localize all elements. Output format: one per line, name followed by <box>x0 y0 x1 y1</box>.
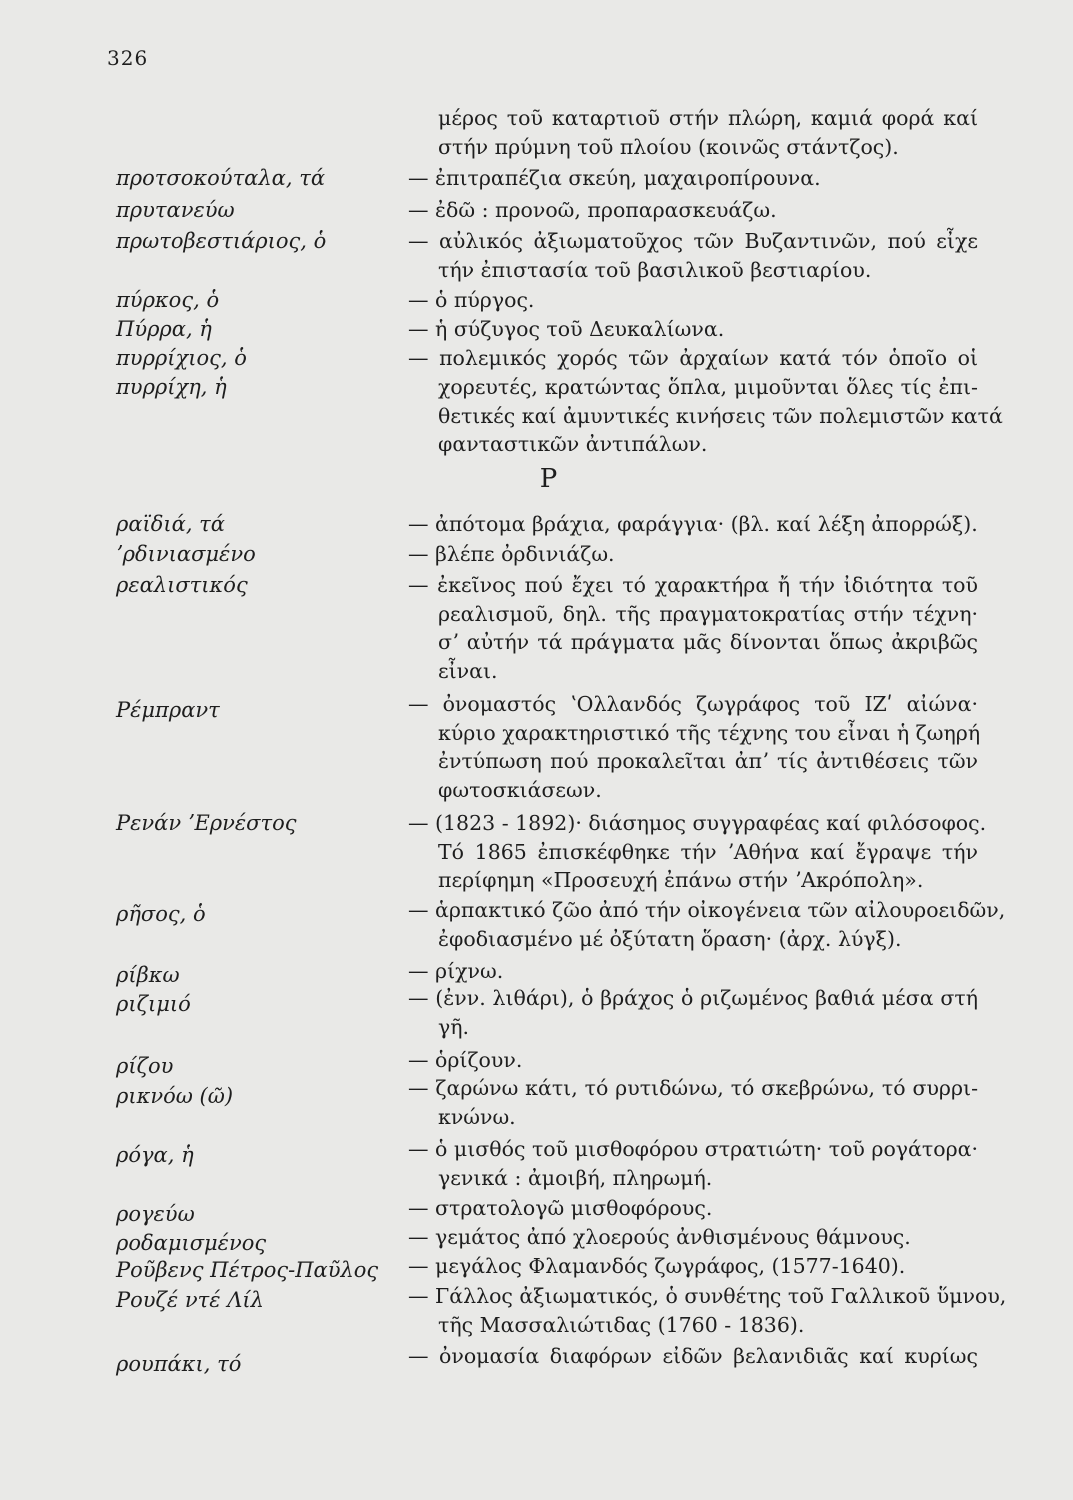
entry-definition <box>408 1046 978 1075</box>
entry-term: πυρρίχη, ἡ <box>116 375 227 399</box>
definition-line: Τό 1865 ἐπισκέφθηκε τήν ʼΑθήνα καί ἔγραψε τήν <box>438 839 978 864</box>
definition-line: — ὀνομαστός ʽΟλλανδός ζωγράφος τοῦ ΙΖʹ αἰώνα· <box>408 692 978 716</box>
definition-line: θετικές καί ἀμυντικές κινήσεις τῶν πολεμιστῶν κατά <box>438 403 1003 428</box>
entry-term: πρωτοβεστιάριος, ὁ <box>116 229 327 253</box>
definition-line: — ζαρώνω κάτι, τό ρυτιδώνω, τό σκεβρώνω, τό συρρι- <box>408 1076 978 1100</box>
entry-definition <box>408 1252 978 1281</box>
definition-line: — ἐκεῖνος πού ἔχει τό χαρακτήρα ἤ τήν ἰδιότητα τοῦ <box>408 573 978 597</box>
entry-definition <box>408 809 987 895</box>
definition-line: — ρίχνω. <box>408 959 504 983</box>
entry-definition <box>408 315 978 344</box>
entry-definition <box>408 164 978 193</box>
entry-term: Πύρρα, ἡ <box>116 317 212 341</box>
entry-term: Ρουζέ ντέ Λίλ <box>116 1288 264 1312</box>
definition-line: — γεμάτος ἀπό χλοερούς ἀνθισμένους θάμνους. <box>408 1225 911 1249</box>
definition-line: — βλέπε ὀρδινιάζω. <box>408 542 615 566</box>
definition-line: — ἐδῶ : προνοῶ, προπαρασκευάζω. <box>408 198 777 222</box>
entry-definition <box>408 1074 978 1131</box>
entry-term: πυρρίχιος, ὁ <box>116 346 247 370</box>
entry-term: ρίβκω <box>116 963 180 987</box>
entry-definition <box>408 286 978 315</box>
entry-definition <box>408 1342 978 1371</box>
entry-term: ρογεύω <box>116 1202 195 1226</box>
entry-term: προτσοκούταλα, τά <box>116 166 326 190</box>
definition-line: — ὁ μισθός τοῦ μισθοφόρου στρατιώτη· τοῦ ρογάτορα· <box>408 1137 978 1161</box>
definition-line: εἶναι. <box>438 658 498 683</box>
entry-term: ραϊδιά, τά <box>116 512 225 536</box>
definition-line: — ὀνομασία διαφόρων εἰδῶν βελανιδιᾶς καί κυρίως <box>408 1344 978 1368</box>
entry-definition <box>408 896 1006 953</box>
definition-line: στήν πρύμνη τοῦ πλοίου (κοινῶς στάντζος). <box>438 134 899 159</box>
entry-term: ρουπάκι, τό <box>116 1352 242 1376</box>
entry-definition <box>408 984 978 1041</box>
section-letter-heading <box>0 464 1073 494</box>
definition-line: χορευτές, κρατώντας ὅπλα, μιμοῦνται ὅλες τίς ἐπι- <box>438 375 978 399</box>
definition-line: — στρατολογῶ μισθοφόρους. <box>408 1196 713 1220</box>
entry-definition <box>408 510 978 539</box>
definition-line: κνώνω. <box>438 1104 516 1129</box>
entry-definition <box>408 540 978 569</box>
entry-term: πρυτανεύω <box>116 198 235 222</box>
definition-line: τῆς Μασσαλιώτιδας (1760 - 1836). <box>438 1312 805 1337</box>
definition-line: ἐντύπωση πού προκαλεῖται ἀπʼ τίς ἀντιθέσεις τῶν <box>438 749 978 774</box>
definition-line: — ἡ σύζυγος τοῦ Δευκαλίωνα. <box>408 317 725 341</box>
entry-definition <box>408 227 978 284</box>
entry-definition <box>408 690 981 804</box>
entry-term: ρικνόω (ῶ) <box>116 1084 234 1108</box>
definition-line: — (1823 - 1892)· διάσημος συγγραφέας καί φιλόσοφος. <box>408 811 987 835</box>
entry-term: πύρκος, ὁ <box>116 288 220 312</box>
definition-line: περίφημη «Προσευχή ἐπάνω στήν ʼΑκρόπολη». <box>438 868 924 893</box>
definition-line: — μεγάλος Φλαμανδός ζωγράφος, (1577-1640). <box>408 1254 906 1278</box>
entry-term: Ροῦβενς Πέτρος-Παῦλος <box>116 1258 379 1282</box>
entry-term: ρόγα, ἡ <box>116 1143 194 1167</box>
definition-line: τήν ἐπιστασία τοῦ βασιλικοῦ βεστιαρίου. <box>438 257 872 282</box>
section-letter: Ρ <box>539 464 558 494</box>
definition-line: γενικά : ἀμοιβή, πληρωμή. <box>438 1165 713 1190</box>
definition-line: — ὁ πύργος. <box>408 288 535 312</box>
entry-definition <box>408 1223 978 1252</box>
definition-line: ρεαλισμοῦ, δηλ. τῆς πραγματοκρατίας στήν τέχνη· <box>438 601 978 626</box>
entry-term: Ρέμπραντ <box>116 698 220 722</box>
definition-line: — ἐπιτραπέζια σκεύη, μαχαιροπίρουνα. <box>408 166 821 190</box>
definition-line: — ἁρπακτικό ζῶο ἀπό τήν οἰκογένεια τῶν αἰλουροειδῶν, <box>408 898 1006 922</box>
definition-line: γῆ. <box>438 1014 470 1039</box>
entry-term: ρῆσος, ὁ <box>116 902 206 926</box>
definition-line: — (ἐνν. λιθάρι), ὁ βράχος ὁ ριζωμένος βαθιά μέσα στή <box>408 986 978 1010</box>
definition-line: κύριο χαρακτηριστικό τῆς τέχνης του εἶναι ἡ ζωηρή <box>438 720 981 745</box>
definition-line: — ἀπότομα βράχια, φαράγγια· (βλ. καί λέξη ἀπορρώξ). <box>408 512 978 536</box>
entry-term: ριζιμιό <box>116 992 191 1016</box>
entry-definition <box>408 1135 978 1192</box>
entry-term: ʼρδινιασμένο <box>116 542 256 566</box>
entry-term: ρίζου <box>116 1054 174 1078</box>
entry-definition <box>408 373 1003 459</box>
definition-line: ἐφοδιασμένο μέ ὀξύτατη ὅραση· (ἀρχ. λύγξ). <box>438 926 902 951</box>
entry-definition <box>408 1194 978 1223</box>
entry-definition <box>408 571 978 685</box>
entry-term: ρεαλιστικός <box>116 573 248 597</box>
definition-line: — πολεμικός χορός τῶν ἀρχαίων κατά τόν ὁποῖο οἱ <box>408 346 978 370</box>
definition-line: φανταστικῶν ἀντιπάλων. <box>438 432 708 457</box>
definition-line: — Γάλλος ἀξιωματικός, ὁ συνθέτης τοῦ Γαλλικοῦ ὕμνου, <box>408 1284 1007 1308</box>
definition-line: — ὁρίζουν. <box>408 1048 523 1072</box>
entry-definition <box>408 104 978 161</box>
definition-line: — αὐλικός ἀξιωματοῦχος τῶν Βυζαντινῶν, πού εἶχε <box>408 229 978 253</box>
entry-definition <box>408 196 978 225</box>
entry-term: Ρενάν ʼΕρνέστος <box>116 811 297 835</box>
entry-definition <box>408 957 978 986</box>
entry-definition <box>408 1282 1007 1339</box>
page-number: 326 <box>107 46 149 70</box>
definition-line: φωτοσκιάσεων. <box>438 777 602 802</box>
definition-line: σʼ αὐτήν τά πράγματα μᾶς δίνονται ὅπως ἀκριβῶς <box>438 630 978 655</box>
entry-term: ροδαμισμένος <box>116 1231 267 1255</box>
entry-definition <box>408 344 978 373</box>
definition-line: μέρος τοῦ καταρτιοῦ στήν πλώρη, καμιά φορά καί <box>438 106 978 130</box>
